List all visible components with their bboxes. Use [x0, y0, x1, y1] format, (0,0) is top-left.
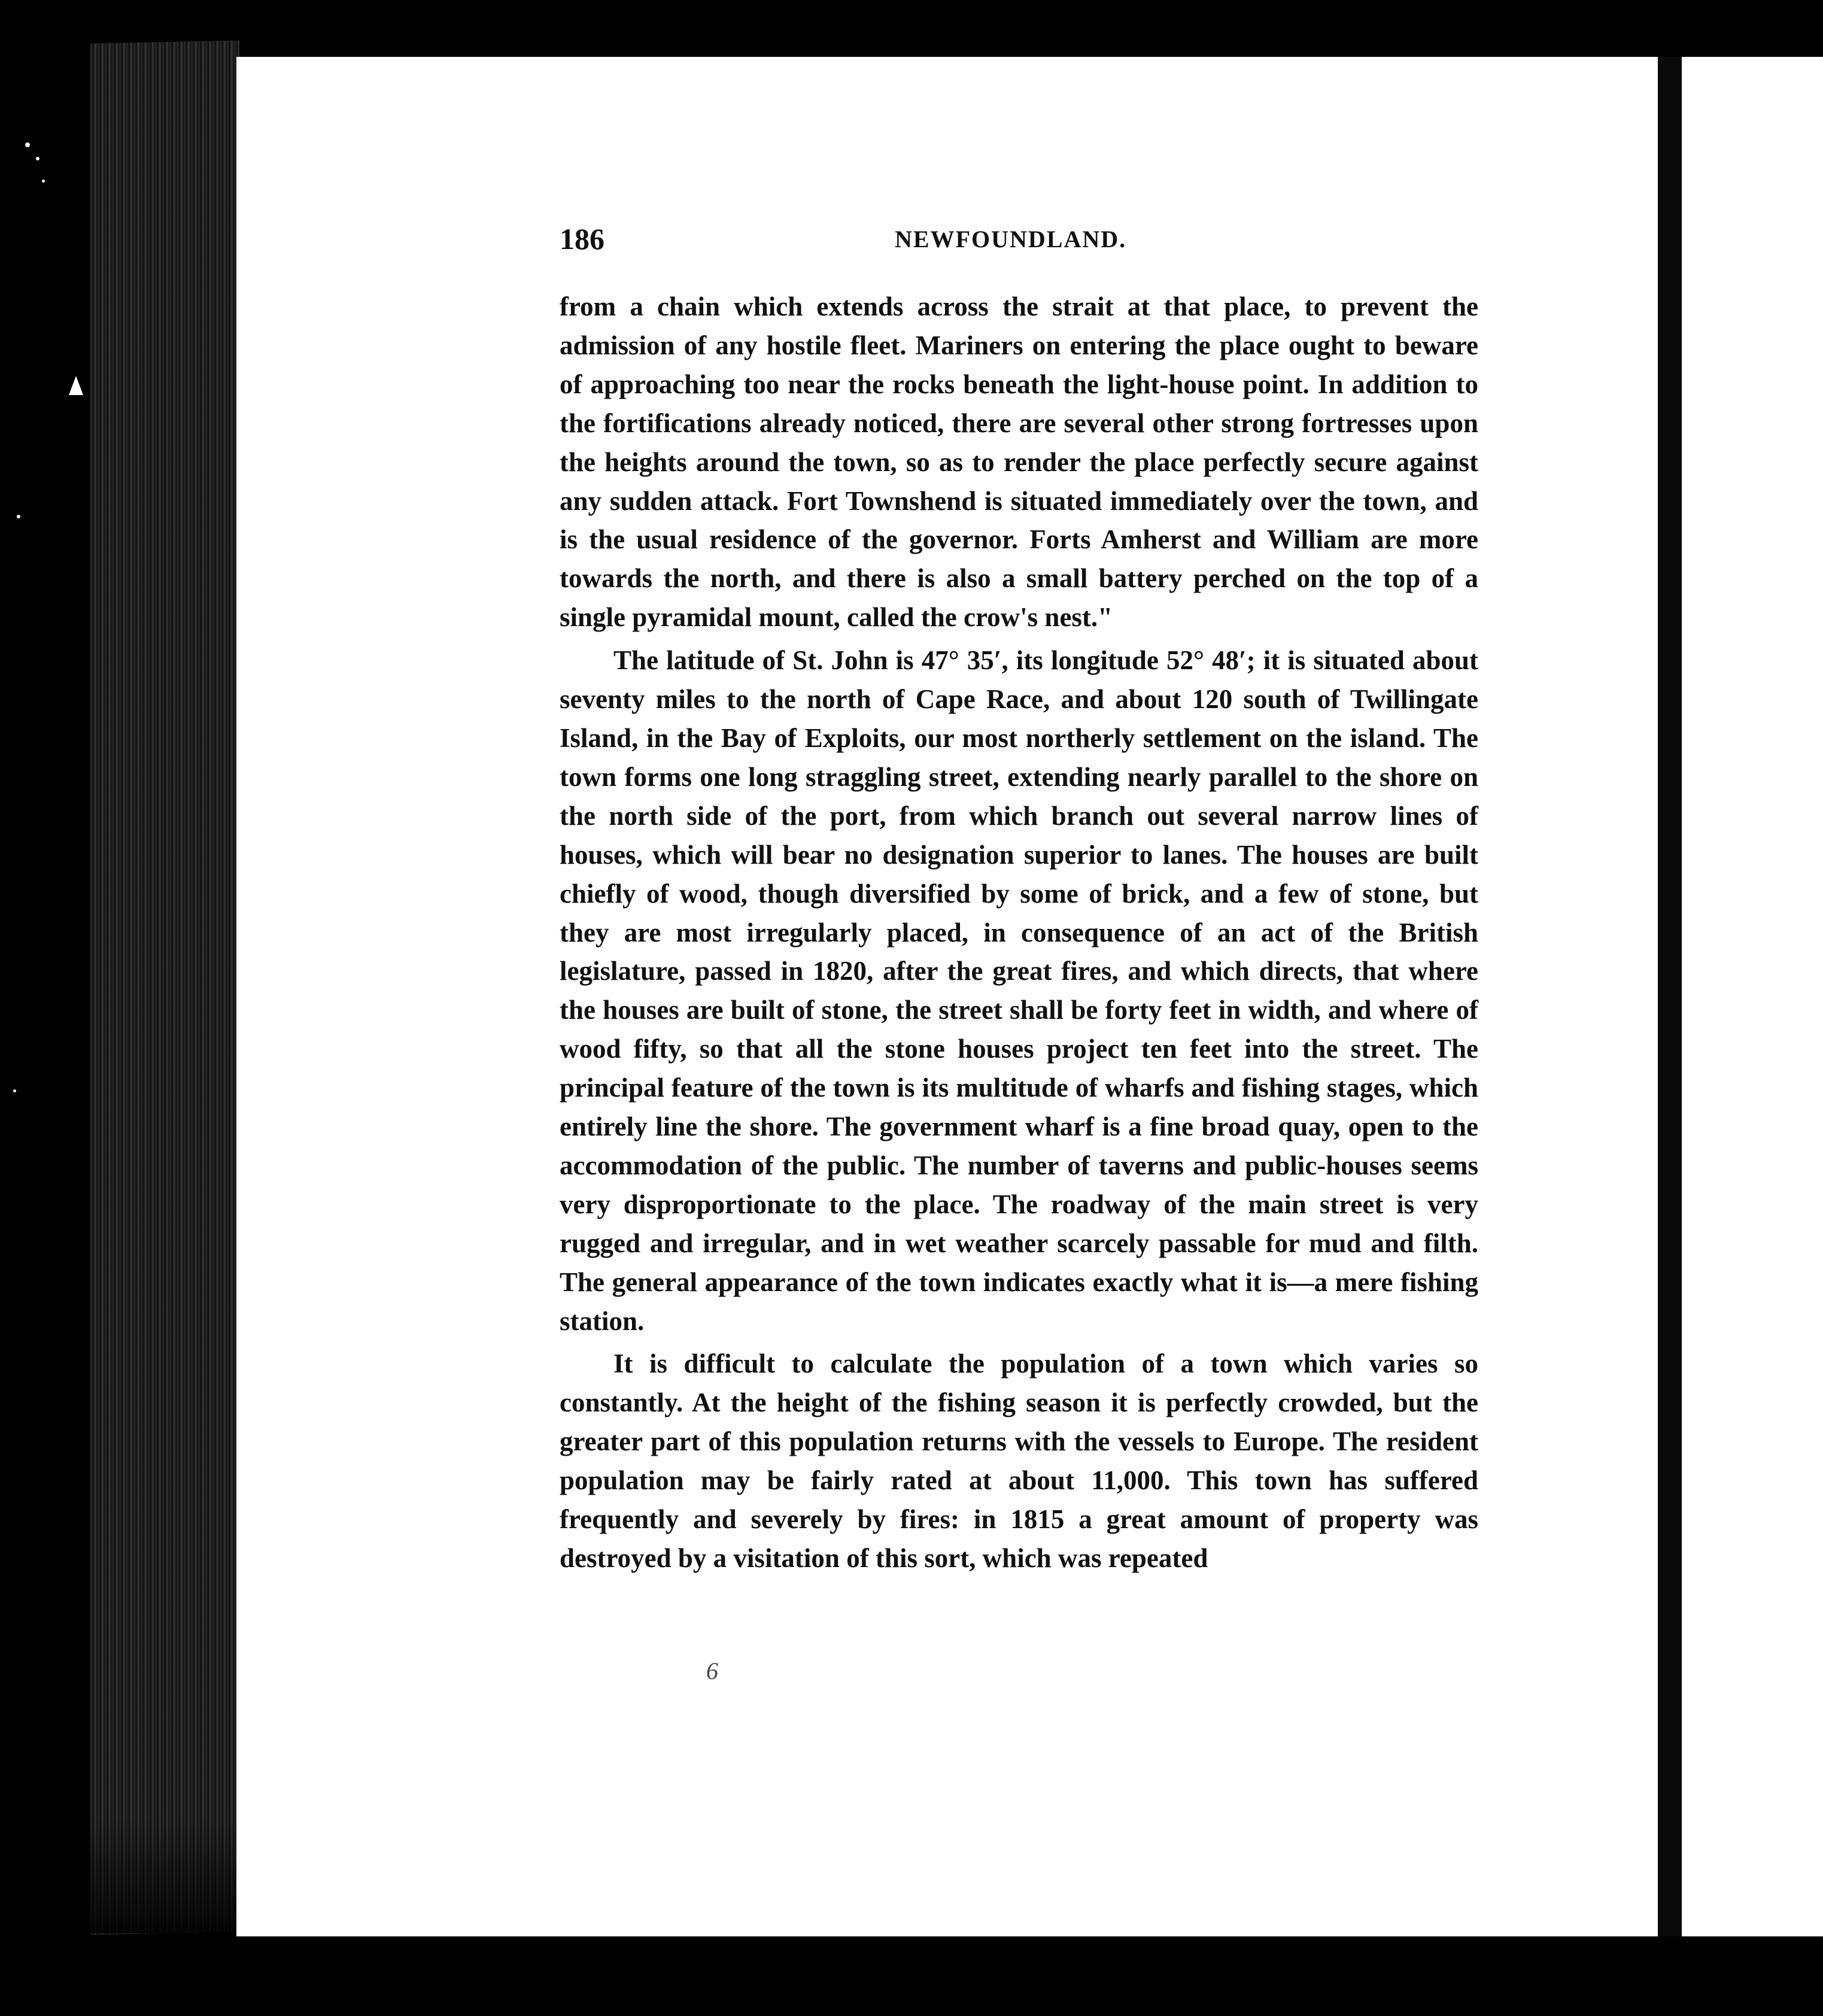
book-page-edges — [90, 40, 239, 1935]
running-head — [560, 221, 1478, 263]
triangle-marker-icon — [69, 376, 83, 395]
scan-speck — [36, 157, 40, 160]
scan-speck — [17, 515, 20, 518]
paragraph: It is difficult to calculate the population of a town which varies so constantly. At the height of the fishing season it is perfectly crowded, but the greater part of this population returns with the vessels to Europe. The resident population may be fairly rated at about 11,000. This town has suffered frequently and severely by fires: in 1815 a great amount of property was destroyed by a visitation of this sort, which was repeated — [560, 1349, 1478, 1573]
paragraph: from a chain which extends across the strait at that place, to prevent the admission of any hostile fleet. Mariners on entering the place ought to beware of approaching too near the rocks beneath the light-house point. In addition to the fortifications already noticed, there are several other strong fortresses upon the heights around the town, so as to render the place perfectly secure against any sudden attack. Fort Townshend is situated immediately over the town, and is the usual residence of the governor. Forts Amherst and William are more towards the north, and there is also a small battery perched on the top of a single pyramidal mount, called the crow's nest." — [560, 292, 1478, 633]
facing-page-edge — [1682, 57, 1823, 1936]
book-binding — [1658, 57, 1682, 1936]
scan-speck — [42, 180, 45, 183]
paragraph: The latitude of St. John is 47° 35′, its longitude 52° 48′; it is situated about seventy miles to the north of Cape Race, and about 120 south of Twillingate Island, in the Bay of Exploits, our most northerly settlement on the island. The town forms one long straggling street, extending nearly parallel to the shore on the north side of the port, from which branch out several narrow lines of houses, which will bear no designation superior to lanes. The houses are built chiefly of wood, though diversified by some of brick, and a few of stone, but they are most irregularly placed, in consequence of an act of the British legislature, passed in 1820, after the great fires, and which directs, that where the houses are built of stone, the street shall be forty feet in width, and where of wood fifty, so that all the stone houses project ten feet into the street. The principal feature of the town is its multitude of wharfs and fishing stages, which entirely line the shore. The government wharf is a fine broad quay, open to the accommodation of the public. The number of taverns and public-houses seems very disproportionate to the place. The roadway of the main street is very rugged and irregular, and in wet weather scarcely passable for mud and filth. The general appearance of the town indicates exactly what it is—a mere fishing station. — [560, 645, 1478, 1336]
scan-speck — [25, 142, 30, 147]
page-number: 186 — [560, 222, 604, 256]
page-edges-shadow — [90, 1820, 239, 1933]
running-title: NEWFOUNDLAND. — [895, 226, 1127, 253]
pencil-annotation: 6 — [706, 1657, 718, 1684]
scan-border-bottom — [0, 1936, 1823, 2016]
scan-speck — [13, 1089, 16, 1092]
body-text — [560, 287, 1478, 1582]
